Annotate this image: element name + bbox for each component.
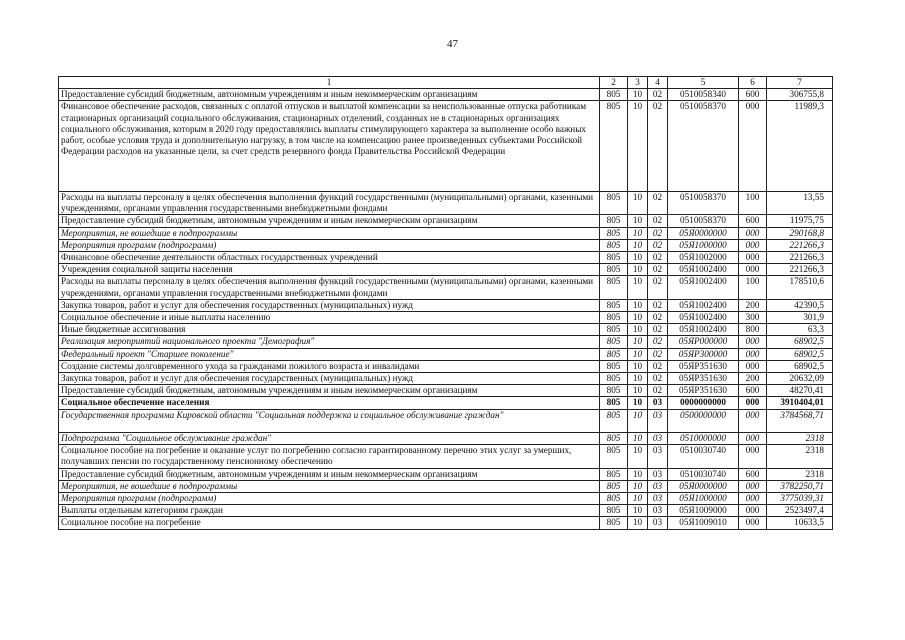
table-row <box>59 409 833 432</box>
cell-subsection: 02 <box>648 276 668 299</box>
cell-subsection: 02 <box>648 239 668 251</box>
cell-amount: 2523497,4 <box>767 505 833 517</box>
header-col-7: 7 <box>767 77 833 89</box>
cell-target-article: 0510000000 <box>668 433 739 445</box>
cell-expense-type: 800 <box>739 324 767 336</box>
cell-ministry-code: 805 <box>600 505 628 517</box>
cell-amount: 290168,8 <box>767 227 833 239</box>
cell-name: Закупка товаров, работ и услуг для обеспечения государственных (муниципальных) нужд <box>59 299 600 311</box>
cell-section: 10 <box>628 505 648 517</box>
header-row <box>59 77 833 89</box>
table-row <box>59 480 833 492</box>
cell-name: Социальное обеспечение населения <box>59 397 600 409</box>
cell-subsection: 02 <box>648 264 668 276</box>
table-row <box>59 445 833 468</box>
cell-subsection: 02 <box>648 89 668 101</box>
cell-ministry-code: 805 <box>600 373 628 385</box>
cell-target-article: 05Я1002400 <box>668 312 739 324</box>
cell-name: Выплаты отдельным категориям граждан <box>59 505 600 517</box>
cell-subsection: 02 <box>648 227 668 239</box>
cell-subsection: 02 <box>648 101 668 192</box>
cell-target-article: 0510058340 <box>668 89 739 101</box>
cell-subsection: 02 <box>648 348 668 360</box>
cell-expense-type: 600 <box>739 89 767 101</box>
cell-target-article: 05Я1002400 <box>668 276 739 299</box>
cell-expense-type: 000 <box>739 264 767 276</box>
cell-ministry-code: 805 <box>600 101 628 192</box>
cell-ministry-code: 805 <box>600 445 628 468</box>
cell-expense-type: 000 <box>739 360 767 372</box>
cell-amount: 2318 <box>767 445 833 468</box>
cell-section: 10 <box>628 101 648 192</box>
cell-amount: 3782250,71 <box>767 480 833 492</box>
cell-amount: 2318 <box>767 433 833 445</box>
cell-expense-type: 000 <box>739 348 767 360</box>
table-row <box>59 468 833 480</box>
cell-ministry-code: 805 <box>600 433 628 445</box>
cell-section: 10 <box>628 336 648 348</box>
cell-expense-type: 000 <box>739 239 767 251</box>
cell-ministry-code: 805 <box>600 89 628 101</box>
cell-target-article: 05Я0000000 <box>668 227 739 239</box>
cell-name: Мероприятия, не вошедшие в подпрограммы <box>59 227 600 239</box>
cell-amount: 68902,5 <box>767 336 833 348</box>
header-col-4: 4 <box>648 77 668 89</box>
cell-section: 10 <box>628 397 648 409</box>
cell-ministry-code: 805 <box>600 324 628 336</box>
cell-name: Мероприятия, не вошедшие в подпрограммы <box>59 480 600 492</box>
cell-ministry-code: 805 <box>600 409 628 432</box>
cell-section: 10 <box>628 324 648 336</box>
cell-name: Финансовое обеспечение деятельности областных государственных учреждений <box>59 252 600 264</box>
header-col-1: 1 <box>59 77 600 89</box>
cell-name: Мероприятия программ (подпрограмм) <box>59 493 600 505</box>
cell-subsection: 02 <box>648 312 668 324</box>
cell-target-article: 05Я1009000 <box>668 505 739 517</box>
table-row <box>59 239 833 251</box>
cell-amount: 13,55 <box>767 192 833 215</box>
cell-section: 10 <box>628 517 648 529</box>
cell-target-article: 0510058370 <box>668 192 739 215</box>
cell-expense-type: 600 <box>739 385 767 397</box>
cell-section: 10 <box>628 239 648 251</box>
cell-target-article: 05Я1000000 <box>668 239 739 251</box>
cell-ministry-code: 805 <box>600 468 628 480</box>
cell-section: 10 <box>628 493 648 505</box>
cell-expense-type: 000 <box>739 409 767 432</box>
cell-amount: 68902,5 <box>767 360 833 372</box>
cell-name: Расходы на выплаты персоналу в целях обеспечения выполнения функций государственными (муниципальными) органами, казенными учреждениями, органами управления государственными внебюджетными фондами <box>59 276 600 299</box>
cell-expense-type: 600 <box>739 215 767 227</box>
cell-expense-type: 000 <box>739 336 767 348</box>
table-row <box>59 299 833 311</box>
cell-target-article: 05Я1000000 <box>668 493 739 505</box>
cell-subsection: 02 <box>648 252 668 264</box>
cell-amount: 68902,5 <box>767 348 833 360</box>
cell-target-article: 05Я1002400 <box>668 324 739 336</box>
cell-amount: 20632,09 <box>767 373 833 385</box>
cell-subsection: 02 <box>648 324 668 336</box>
cell-expense-type: 200 <box>739 373 767 385</box>
table-row <box>59 89 833 101</box>
cell-subsection: 02 <box>648 360 668 372</box>
cell-subsection: 03 <box>648 445 668 468</box>
cell-name: Создание системы долговременного ухода за гражданами пожилого возраста и инвалидами <box>59 360 600 372</box>
table-row <box>59 324 833 336</box>
cell-ministry-code: 805 <box>600 239 628 251</box>
cell-target-article: 0510058370 <box>668 215 739 227</box>
table-row <box>59 276 833 299</box>
header-col-3: 3 <box>628 77 648 89</box>
cell-name: Иные бюджетные ассигнования <box>59 324 600 336</box>
cell-ministry-code: 805 <box>600 397 628 409</box>
cell-section: 10 <box>628 373 648 385</box>
cell-ministry-code: 805 <box>600 264 628 276</box>
cell-ministry-code: 805 <box>600 215 628 227</box>
cell-amount: 11989,3 <box>767 101 833 192</box>
cell-ministry-code: 805 <box>600 227 628 239</box>
cell-ministry-code: 805 <box>600 480 628 492</box>
cell-name: Социальное пособие на погребение <box>59 517 600 529</box>
cell-target-article: 0510030740 <box>668 468 739 480</box>
header-col-5: 5 <box>668 77 739 89</box>
cell-amount: 42390,5 <box>767 299 833 311</box>
cell-section: 10 <box>628 299 648 311</box>
cell-subsection: 03 <box>648 493 668 505</box>
cell-subsection: 03 <box>648 505 668 517</box>
cell-target-article: 05ЯP300000 <box>668 348 739 360</box>
cell-amount: 2318 <box>767 468 833 480</box>
cell-subsection: 02 <box>648 299 668 311</box>
cell-expense-type: 000 <box>739 480 767 492</box>
cell-name: Государственная программа Кировской области "Социальная поддержка и социальное обслуживание граждан" <box>59 409 600 432</box>
cell-subsection: 02 <box>648 385 668 397</box>
cell-section: 10 <box>628 480 648 492</box>
cell-subsection: 02 <box>648 215 668 227</box>
cell-name: Предоставление субсидий бюджетным, автономным учреждениям и иным некоммерческим организациям <box>59 215 600 227</box>
cell-expense-type: 000 <box>739 227 767 239</box>
cell-amount: 221266,3 <box>767 252 833 264</box>
cell-amount: 221266,3 <box>767 239 833 251</box>
cell-ministry-code: 805 <box>600 493 628 505</box>
cell-name: Мероприятия программ (подпрограмм) <box>59 239 600 251</box>
table-row <box>59 373 833 385</box>
cell-section: 10 <box>628 445 648 468</box>
cell-ministry-code: 805 <box>600 192 628 215</box>
cell-name: Финансовое обеспечение расходов, связанных с оплатой отпусков и выплатой компенсации за неиспользованные отпуска работникам стационарных организаций социального обслуживания, стационарных отделений, созданных не в стационарных организациях социального обслуживания, которым в 2020 году предоставлялись выплаты стимулирующего характера за выполнение особо важных работ, особые условия труда и дополнительную нагрузку, в том числе на компенсацию ранее произведенных субъектами Российской Федерации расходов на указанные цели, за счет средств резервного фонда Правительства Российской Федерации <box>59 101 600 192</box>
table-row <box>59 264 833 276</box>
table-row <box>59 385 833 397</box>
cell-amount: 10633,5 <box>767 517 833 529</box>
cell-subsection: 02 <box>648 192 668 215</box>
cell-section: 10 <box>628 276 648 299</box>
cell-amount: 11975,75 <box>767 215 833 227</box>
cell-section: 10 <box>628 192 648 215</box>
cell-expense-type: 100 <box>739 192 767 215</box>
cell-section: 10 <box>628 433 648 445</box>
cell-section: 10 <box>628 264 648 276</box>
cell-expense-type: 000 <box>739 517 767 529</box>
cell-ministry-code: 805 <box>600 385 628 397</box>
cell-ministry-code: 805 <box>600 517 628 529</box>
cell-amount: 178510,6 <box>767 276 833 299</box>
cell-ministry-code: 805 <box>600 360 628 372</box>
table-row <box>59 192 833 215</box>
cell-ministry-code: 805 <box>600 252 628 264</box>
cell-expense-type: 100 <box>739 276 767 299</box>
table-row <box>59 348 833 360</box>
cell-target-article: 05ЯP351630 <box>668 373 739 385</box>
cell-expense-type: 600 <box>739 468 767 480</box>
cell-name: Предоставление субсидий бюджетным, автономным учреждениям и иным некоммерческим организациям <box>59 468 600 480</box>
cell-amount: 48270,41 <box>767 385 833 397</box>
cell-subsection: 03 <box>648 397 668 409</box>
cell-name: Учреждения социальной защиты населения <box>59 264 600 276</box>
table-row <box>59 227 833 239</box>
cell-section: 10 <box>628 215 648 227</box>
cell-expense-type: 000 <box>739 433 767 445</box>
cell-target-article: 05Я1002400 <box>668 299 739 311</box>
cell-expense-type: 000 <box>739 397 767 409</box>
cell-name: Реализация мероприятий национального проекта "Демография" <box>59 336 600 348</box>
cell-subsection: 03 <box>648 468 668 480</box>
table-row <box>59 312 833 324</box>
cell-ministry-code: 805 <box>600 312 628 324</box>
cell-section: 10 <box>628 468 648 480</box>
cell-name: Предоставление субсидий бюджетным, автономным учреждениям и иным некоммерческим организациям <box>59 89 600 101</box>
cell-amount: 306755,8 <box>767 89 833 101</box>
cell-subsection: 02 <box>648 336 668 348</box>
cell-name: Предоставление субсидий бюджетным, автономным учреждениям и иным некоммерческим организациям <box>59 385 600 397</box>
cell-ministry-code: 805 <box>600 336 628 348</box>
table-row <box>59 493 833 505</box>
cell-expense-type: 000 <box>739 493 767 505</box>
cell-amount: 3775039,31 <box>767 493 833 505</box>
cell-target-article: 05Я1002400 <box>668 264 739 276</box>
table-row <box>59 433 833 445</box>
table-row <box>59 252 833 264</box>
cell-subsection: 03 <box>648 409 668 432</box>
table-row <box>59 101 833 192</box>
cell-amount: 3784568,71 <box>767 409 833 432</box>
cell-name: Закупка товаров, работ и услуг для обеспечения государственных (муниципальных) нужд <box>59 373 600 385</box>
cell-section: 10 <box>628 409 648 432</box>
cell-target-article: 0500000000 <box>668 409 739 432</box>
cell-target-article: 0000000000 <box>668 397 739 409</box>
cell-target-article: 05Я0000000 <box>668 480 739 492</box>
cell-section: 10 <box>628 252 648 264</box>
cell-amount: 301,9 <box>767 312 833 324</box>
page-number: 47 <box>447 38 458 50</box>
cell-expense-type: 000 <box>739 101 767 192</box>
cell-ministry-code: 805 <box>600 348 628 360</box>
cell-target-article: 05ЯP351630 <box>668 360 739 372</box>
cell-name: Расходы на выплаты персоналу в целях обеспечения выполнения функций государственными (муниципальными) органами, казенными учреждениями, органами управления государственными внебюджетными фондами <box>59 192 600 215</box>
cell-section: 10 <box>628 385 648 397</box>
cell-ministry-code: 805 <box>600 299 628 311</box>
cell-target-article: 05Я1009010 <box>668 517 739 529</box>
cell-amount: 221266,3 <box>767 264 833 276</box>
cell-subsection: 03 <box>648 517 668 529</box>
cell-section: 10 <box>628 360 648 372</box>
cell-target-article: 0510030740 <box>668 445 739 468</box>
table-row <box>59 336 833 348</box>
cell-name: Социальное пособие на погребение и оказание услуг по погребению согласно гарантированному перечню этих услуг за умерших, получавших пенсии по государственному пенсионному обеспечению <box>59 445 600 468</box>
cell-target-article: 05ЯP000000 <box>668 336 739 348</box>
cell-section: 10 <box>628 348 648 360</box>
table-row <box>59 215 833 227</box>
cell-subsection: 03 <box>648 480 668 492</box>
cell-target-article: 05Я1002000 <box>668 252 739 264</box>
cell-expense-type: 300 <box>739 312 767 324</box>
cell-amount: 63,3 <box>767 324 833 336</box>
cell-expense-type: 200 <box>739 299 767 311</box>
table-row <box>59 360 833 372</box>
cell-subsection: 03 <box>648 433 668 445</box>
cell-target-article: 0510058370 <box>668 101 739 192</box>
cell-expense-type: 000 <box>739 252 767 264</box>
cell-section: 10 <box>628 89 648 101</box>
budget-table <box>58 76 833 530</box>
cell-ministry-code: 805 <box>600 276 628 299</box>
cell-subsection: 02 <box>648 373 668 385</box>
cell-name: Подпрограмма "Социальное обслуживание граждан" <box>59 433 600 445</box>
cell-name: Федеральный проект "Старшее поколение" <box>59 348 600 360</box>
header-col-6: 6 <box>739 77 767 89</box>
cell-amount: 3910404,01 <box>767 397 833 409</box>
cell-section: 10 <box>628 227 648 239</box>
table-row <box>59 505 833 517</box>
table-row <box>59 397 833 409</box>
table-row <box>59 517 833 529</box>
cell-section: 10 <box>628 312 648 324</box>
cell-expense-type: 000 <box>739 445 767 468</box>
cell-expense-type: 000 <box>739 505 767 517</box>
header-col-2: 2 <box>600 77 628 89</box>
cell-target-article: 05ЯP351630 <box>668 385 739 397</box>
cell-name: Социальное обеспечение и иные выплаты населению <box>59 312 600 324</box>
